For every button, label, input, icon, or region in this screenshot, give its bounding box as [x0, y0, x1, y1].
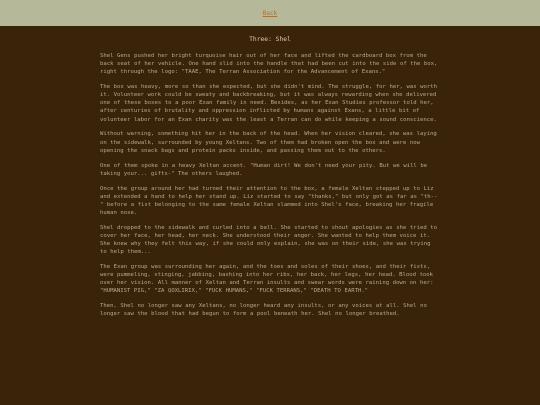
top-nav-bar: [0, 0, 540, 26]
paragraph: Then, Shel no longer saw any Xeltans, no longer heard any insults, or any voices at all. Shel no longer saw the blood that had begun to form a pool beneath her. Shel no longer breathed.: [100, 303, 427, 318]
chapter-title: Three: Shel: [249, 36, 291, 43]
paragraph: Shel Gens pushed her bright turquoise hair out of her face and lifted the cardboard box from the back seat of her vehicle. One hand slid into the handle that had been cut into the side of the box, right through the logo: "TAAE, The Terran Association for the Advancement of Exans.": [100, 53, 438, 76]
paragraph: Shel dropped to the sidewalk and curled into a ball. She started to shout apologies as she tried to cover her face, her head, her neck. She understood their anger. She wanted to help them voice it. She knew why they felt this way, if she could only explain, she was on their side, she was trying to help them...: [100, 224, 438, 256]
paragraph: The Exan group was surrounding her again, and the toes and soles of their shoes, and their fists, were pummeling, stinging, jabbing, bashing into her ribs, her back, her legs, her head. Blood took over her vision. All manner of Xeltan and Terran insults and swear words were raining down on her: "HUMANIST PIG," "ZA QOXLIRIX," "FUCK HUMANS," "FUCK TERRANS," "DEATH TO EARTH.": [100, 264, 434, 295]
paragraph: One of them spoke in a heavy Xeltan accent. "Human dirt! We don't need your pity. But we will be taking your... gifts-" The others laughed.: [100, 162, 428, 177]
back-link[interactable]: Back: [262, 9, 278, 17]
paragraph: Without warning, something hit her in the back of the head. When her vision cleared, she was laying on the sidewalk, surrounded by young Xeltans. Two of them had broken open the box and were now opening the snack bags and protein packs inside, and passing them out to the others.: [100, 131, 437, 154]
chapter-content: [100, 26, 440, 319]
paragraph: Once the group around her had turned their attention to the box, a female Xeltan stepped up to Liz and extended a hand to help her stand up. Liz started to say "thanks," but only got as far as "th--" before a fist belonging to the same female Xeltan slammed into Shel's face, breaking her fragile human nose.: [100, 185, 438, 216]
paragraph: The box was heavy, more so than she expected, but she didn't mind. The struggle, for her, was worth it. Volunteer work could be sweaty and backbreaking, but it was always rewarding when she delivered one of these boxes to a poor Exan family in need. Besides, as her Exan Studies professor told her, after centuries of brutality and oppression inflicted by humans against Exans, a little bit of volunteer labor for an Exan charity was the least a Terran can do while keeping a sound conscience.: [100, 84, 438, 123]
